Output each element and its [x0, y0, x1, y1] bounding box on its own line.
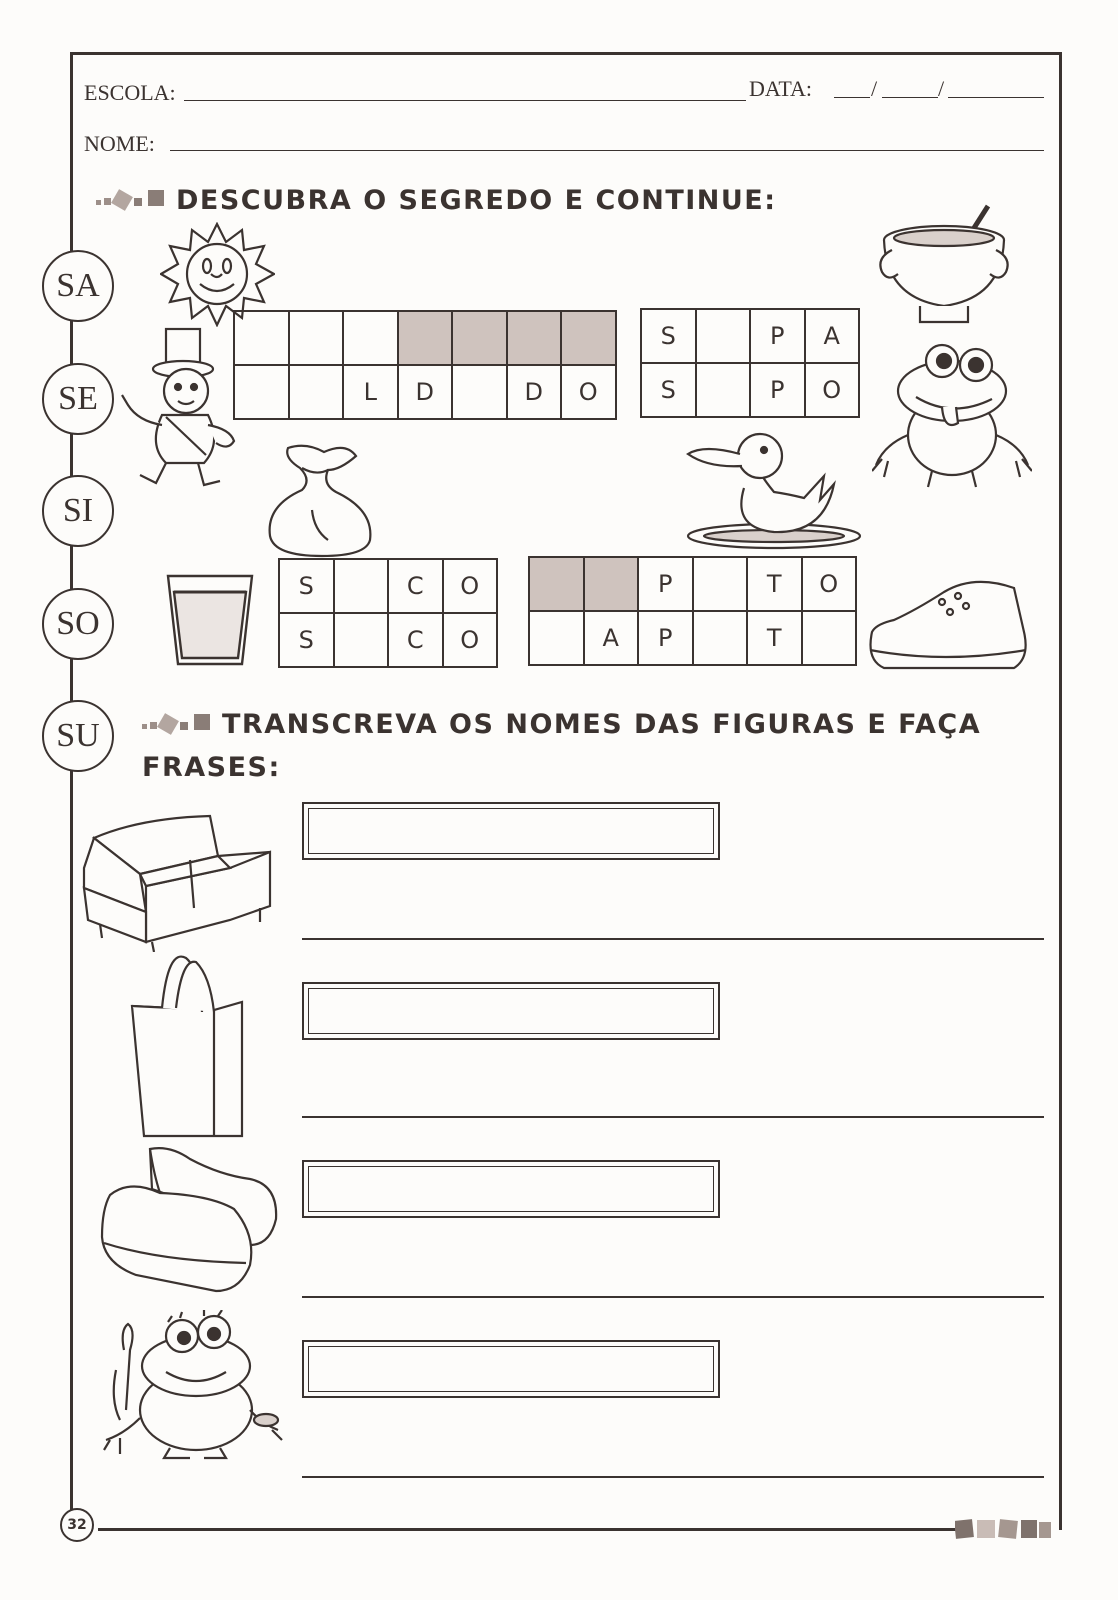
- glass-icon: [166, 572, 254, 668]
- grid-cell: S: [280, 614, 335, 668]
- page-number: 32: [60, 1508, 94, 1542]
- date-month-field[interactable]: [882, 97, 938, 98]
- bag-icon: [130, 950, 248, 1140]
- date-separator: /: [871, 76, 878, 101]
- word-grid-2: [640, 308, 860, 418]
- syllable-so: SO: [42, 588, 114, 660]
- publisher-logo-icon: [955, 1516, 1055, 1542]
- grid-cell[interactable]: [697, 310, 752, 364]
- word-grid-1: [233, 310, 617, 420]
- section2-title-line1: TRANSCREVA OS NOMES DAS FIGURAS E FAÇA: [222, 709, 982, 740]
- shoe-icon: [864, 572, 1032, 676]
- name-label: NOME:: [84, 131, 155, 156]
- grid-cell-shaded: [508, 312, 563, 366]
- date-label: DATA:: [749, 76, 813, 101]
- grid-cell: P: [751, 310, 806, 364]
- syllable-sa: SA: [42, 250, 114, 322]
- grid-cell: S: [642, 364, 697, 418]
- grid-cell[interactable]: [335, 614, 390, 668]
- grid-cell-shaded: [530, 558, 585, 612]
- bullet-squares-icon: [142, 710, 218, 740]
- grid-cell[interactable]: [697, 364, 752, 418]
- slipper-icon: [100, 1145, 282, 1295]
- syllable-si: SI: [42, 475, 114, 547]
- page-bottom-rule: [98, 1528, 968, 1531]
- grid-cell: O: [803, 558, 858, 612]
- grid-cell: P: [639, 558, 694, 612]
- section2-title-line2: FRASES:: [142, 752, 281, 783]
- date-day-field[interactable]: [834, 97, 870, 98]
- sentence-line[interactable]: [302, 1296, 1044, 1298]
- grid-cell[interactable]: [335, 560, 390, 614]
- sentence-line[interactable]: [302, 1476, 1044, 1478]
- grid-cell[interactable]: [290, 366, 345, 420]
- date-separator: /: [938, 76, 945, 101]
- date-year-field[interactable]: [948, 97, 1044, 98]
- grid-cell[interactable]: [530, 612, 585, 666]
- grid-cell: O: [444, 560, 499, 614]
- sack-icon: [266, 440, 378, 558]
- grid-cell[interactable]: [344, 312, 399, 366]
- grid-cell: O: [806, 364, 861, 418]
- grid-cell[interactable]: [235, 366, 290, 420]
- grid-cell: A: [585, 612, 640, 666]
- grid-cell: S: [280, 560, 335, 614]
- school-field[interactable]: [184, 100, 746, 101]
- grid-cell-shaded: [399, 312, 454, 366]
- grid-cell-shaded: [453, 312, 508, 366]
- word-grid-4: [528, 556, 857, 666]
- grid-cell: C: [389, 560, 444, 614]
- grid-cell[interactable]: [803, 612, 858, 666]
- grid-cell: A: [806, 310, 861, 364]
- grid-cell: D: [508, 366, 563, 420]
- school-label: ESCOLA:: [84, 80, 176, 105]
- toad-icon: [100, 1310, 286, 1460]
- bullet-squares-icon: [96, 186, 172, 216]
- name-answer-box[interactable]: [302, 802, 720, 860]
- sofa-icon: [80, 812, 276, 952]
- name-answer-box[interactable]: [302, 1160, 720, 1218]
- grid-cell[interactable]: [290, 312, 345, 366]
- grid-cell[interactable]: [694, 612, 749, 666]
- grid-cell-shaded: [585, 558, 640, 612]
- grid-cell-shaded: [562, 312, 617, 366]
- section1-title: DESCUBRA O SEGREDO E CONTINUE:: [176, 185, 777, 216]
- pot-icon: [876, 198, 1016, 330]
- soldier-icon: [118, 325, 243, 490]
- sentence-line[interactable]: [302, 1116, 1044, 1118]
- sentence-line[interactable]: [302, 938, 1044, 940]
- syllable-su: SU: [42, 700, 114, 772]
- syllable-se: SE: [42, 363, 114, 435]
- name-answer-box[interactable]: [302, 982, 720, 1040]
- grid-cell: T: [748, 558, 803, 612]
- word-grid-3: [278, 558, 498, 668]
- name-answer-box[interactable]: [302, 1340, 720, 1398]
- grid-cell: D: [399, 366, 454, 420]
- grid-cell: T: [748, 612, 803, 666]
- name-field[interactable]: [170, 150, 1044, 151]
- grid-cell: P: [639, 612, 694, 666]
- grid-cell[interactable]: [694, 558, 749, 612]
- grid-cell: O: [444, 614, 499, 668]
- grid-cell[interactable]: [453, 366, 508, 420]
- sun-icon: [160, 222, 275, 327]
- grid-cell: S: [642, 310, 697, 364]
- frog-icon: [872, 335, 1032, 490]
- grid-cell: C: [389, 614, 444, 668]
- duck-icon: [684, 428, 864, 553]
- grid-cell: L: [344, 366, 399, 420]
- grid-cell: P: [751, 364, 806, 418]
- grid-cell: O: [562, 366, 617, 420]
